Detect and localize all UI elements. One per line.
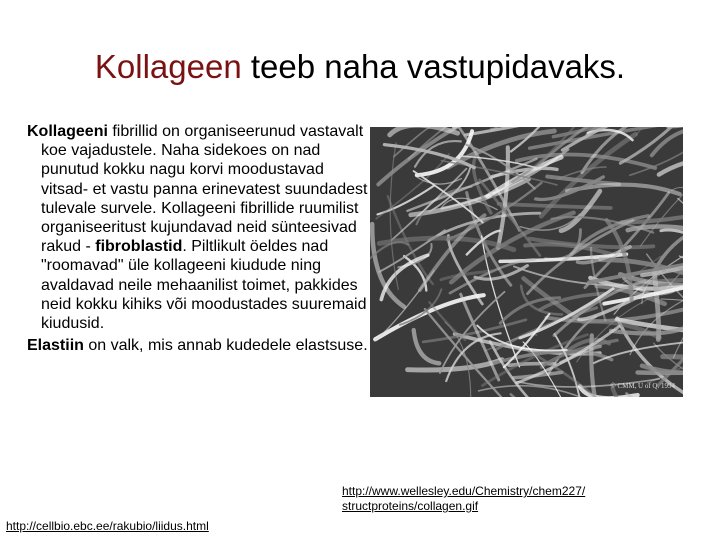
- fibril-strand: [414, 330, 440, 363]
- wellesley-link-line1[interactable]: http://www.wellesley.edu/Chemistry/chem227/: [342, 484, 586, 498]
- elastin-term: Elastiin: [27, 337, 84, 355]
- fibril-strand: [372, 224, 404, 307]
- fibril-strand: [659, 155, 683, 175]
- slide-title: [0, 48, 720, 86]
- fibril-strand: [390, 143, 398, 290]
- elastin-text: on valk, mis annab kudedele elastsuse.: [83, 337, 368, 355]
- micrograph-fibers: [370, 127, 683, 397]
- body-text: [27, 122, 372, 355]
- collagen-paragraph: [27, 122, 372, 333]
- collagen-text-part1: fibrillid on organiseerunud vastavalt koe vajadustele. Naha sidekoes on nad punutud kokku nagu korvi moodustavad vitsad- et vastu panna erinevatest suundadest tulevale survele. Kollageeni fibrillide ruumilist organiseeritust kujundavad neid sünteesivad rakud -: [41, 123, 368, 256]
- title-accent-word: Kollageen: [94, 48, 242, 85]
- fibroblast-term: fibroblastid: [95, 238, 183, 256]
- fibril-strand: [547, 177, 619, 185]
- collagen-fibrils-micrograph: [370, 127, 683, 397]
- wellesley-source-link[interactable]: [342, 484, 642, 514]
- wellesley-link-line2[interactable]: structproteins/collagen.gif: [342, 499, 479, 513]
- fibril-strand: [379, 238, 514, 250]
- title-rest: teeb naha vastupidavaks.: [241, 48, 626, 85]
- elastin-paragraph: [27, 336, 372, 355]
- cellbio-source-link[interactable]: http://cellbio.ebc.ee/rakubio/liidus.html: [6, 519, 209, 533]
- collagen-text-part2: . Piltlikult öeldes nad "roomavad" üle kollageeni kiudude ning avaldavad neile mehaanilist toimet, pakkides neid kokku kihiks või moodustades suuremaid kiudusid.: [41, 238, 367, 333]
- image-copyright: © CMM, U of Q. 1994: [610, 382, 675, 390]
- fibril-strand: [652, 128, 683, 155]
- collagen-term: Kollageeni: [27, 123, 108, 140]
